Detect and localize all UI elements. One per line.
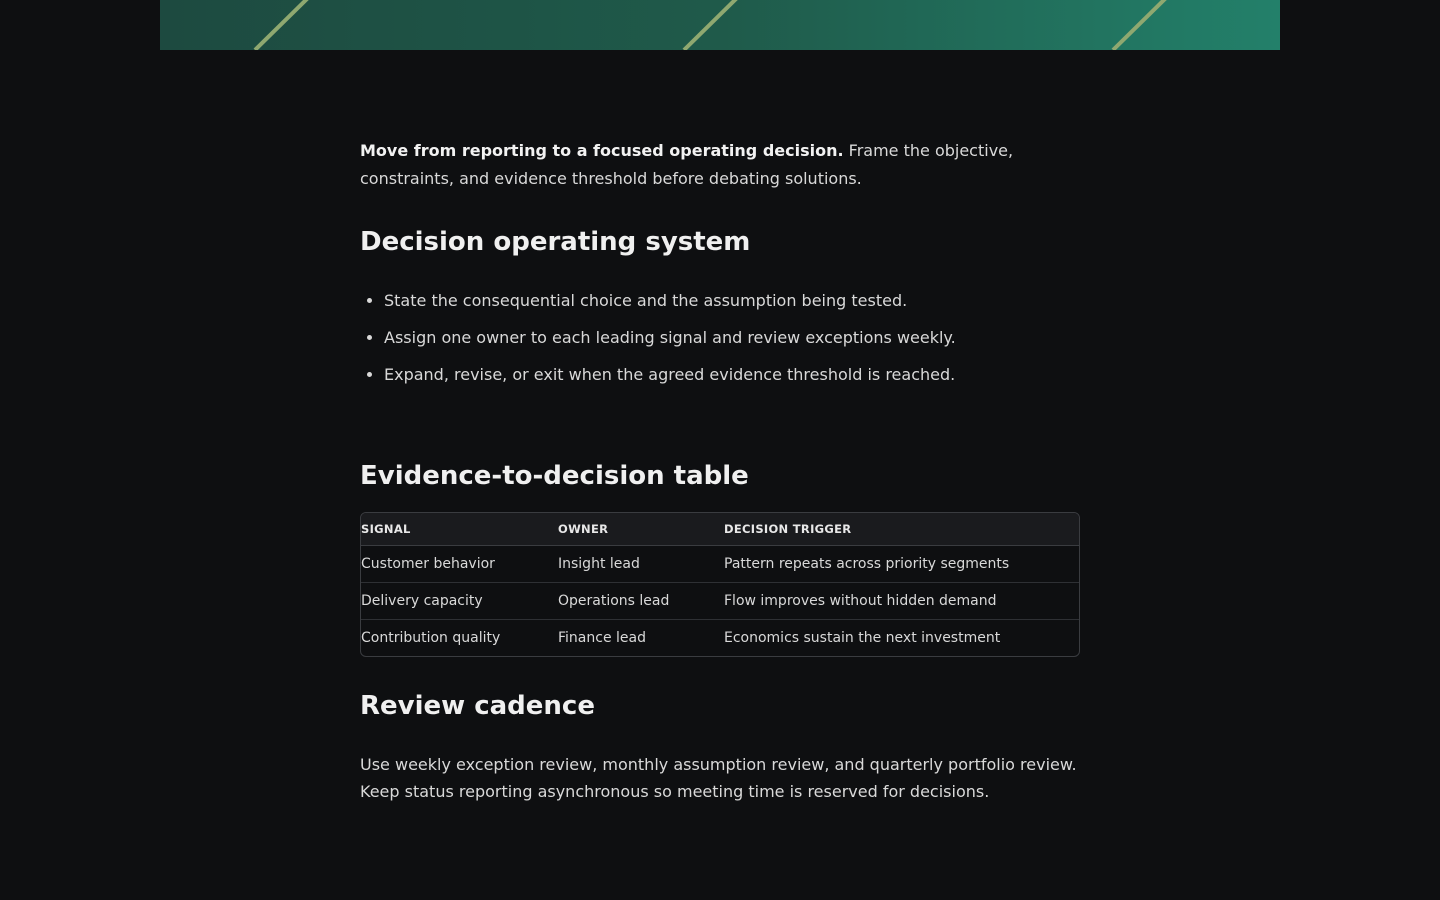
hero-stripes: [160, 0, 1280, 50]
cell-owner: Operations lead: [558, 582, 724, 619]
table-header-row: [361, 513, 1079, 545]
cell-trigger: Economics sustain the next investment: [724, 629, 1001, 646]
cell-signal: Contribution quality: [361, 629, 501, 646]
list-item: • State the consequential choice and the assumption being tested.: [384, 287, 1080, 324]
hero-stripe: [684, 0, 741, 50]
evidence-table: [360, 512, 1080, 657]
column-header-owner: OWNER: [558, 513, 724, 545]
section-heading-table: Evidence-to-decision table: [360, 461, 749, 491]
list-item: • Assign one owner to each leading signal and review exceptions weekly.: [384, 324, 1080, 361]
cell-owner: Finance lead: [558, 629, 646, 646]
cell-signal: Customer behavior: [361, 545, 558, 582]
section-heading-cadence: Review cadence: [360, 691, 595, 721]
table-row: [361, 582, 1079, 619]
cell-signal: Delivery capacity: [361, 582, 558, 619]
table-row: [361, 545, 1079, 582]
hero-stripe: [255, 0, 312, 50]
hero-banner: [160, 0, 1280, 50]
list-item: • Expand, revise, or exit when the agreed evidence threshold is reached.: [384, 361, 1080, 398]
column-header-signal: SIGNAL: [361, 513, 558, 545]
cell-trigger: Pattern repeats across priority segments: [724, 545, 1079, 582]
cell-owner: Insight lead: [558, 545, 724, 582]
cadence-paragraph: Use weekly exception review, monthly assumption review, and quarterly portfolio review. Keep status reporting asynchronous so meeting time is reserved for decisions.: [360, 755, 1077, 801]
intro-paragraph: [360, 137, 1080, 193]
column-header-decision-trigger: DECISION TRIGGER: [724, 513, 1079, 545]
intro-text: Frame the objective, constraints, and evidence threshold before debating solutions.: [360, 141, 1014, 188]
intro-bold: Move from reporting to a focused operating decision.: [360, 141, 844, 160]
cell-trigger: Flow improves without hidden demand: [724, 582, 1079, 619]
hero-stripe: [1113, 0, 1170, 50]
table-row: [361, 619, 1079, 656]
system-bullet-list: [360, 287, 1080, 398]
section-heading-system: Decision operating system: [360, 227, 751, 257]
